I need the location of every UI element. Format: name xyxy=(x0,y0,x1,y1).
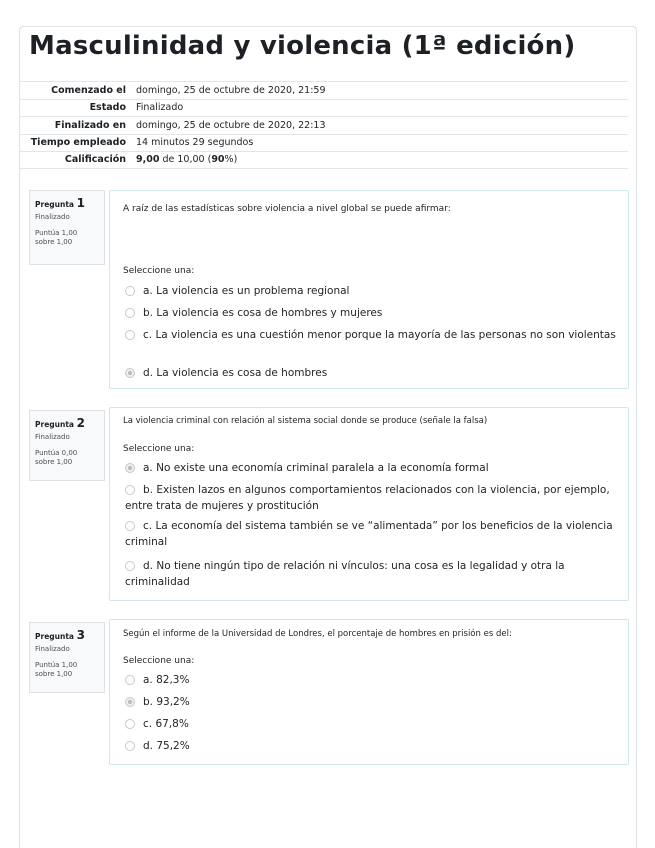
question-info-2 xyxy=(29,410,105,481)
summary-row-completed xyxy=(20,116,628,134)
option-label: d. 75,2% xyxy=(143,740,190,752)
question-grade xyxy=(35,449,100,467)
question-info-1 xyxy=(29,190,105,265)
summary-label: Calificación xyxy=(64,154,126,166)
summary-row-state xyxy=(20,99,628,117)
question-text: La violencia criminal con relación al sistema social donde se produce (señale la falsa) xyxy=(123,416,488,426)
grade-close: %) xyxy=(224,154,238,166)
answer-option-d[interactable] xyxy=(125,738,620,754)
question-grade xyxy=(35,661,100,679)
question-label: Pregunta xyxy=(35,632,74,641)
grade-value xyxy=(134,154,237,165)
summary-value: domingo, 25 de octubre de 2020, 22:13 xyxy=(136,119,326,131)
question-state: Finalizado xyxy=(35,213,70,221)
radio-button[interactable] xyxy=(125,330,135,340)
select-prompt: Seleccione una: xyxy=(123,444,195,454)
option-label: b. Existen lazos en algunos comportamientos relacionados con la violencia, por ejemplo, entre trata de mujeres y prostitución xyxy=(125,484,610,512)
grade-score: 9,00 xyxy=(136,154,160,166)
grade-line: Puntúa 1,00 xyxy=(35,229,78,237)
grade-line: sobre 1,00 xyxy=(35,458,73,466)
attempt-summary-table xyxy=(20,81,628,169)
select-prompt: Seleccione una: xyxy=(123,266,195,276)
quiz-review-page xyxy=(19,26,637,848)
summary-value: 14 minutos 29 segundos xyxy=(136,137,254,149)
answer-option-d[interactable] xyxy=(125,365,620,381)
summary-value: Finalizado xyxy=(136,102,184,114)
option-label: b. La violencia es cosa de hombres y mujeres xyxy=(143,307,383,319)
radio-button[interactable] xyxy=(125,286,135,296)
option-label: c. 67,8% xyxy=(143,718,189,730)
question-grade xyxy=(35,229,100,247)
question-text: A raíz de las estadísticas sobre violencia a nivel global se puede afirmar: xyxy=(123,204,451,214)
page-title: Masculinidad y violencia (1ª edición) xyxy=(29,31,576,61)
answer-option-b[interactable] xyxy=(125,305,620,321)
question-label: Pregunta xyxy=(35,200,74,209)
summary-value: domingo, 25 de octubre de 2020, 21:59 xyxy=(136,84,326,96)
summary-row-time-taken xyxy=(20,134,628,152)
grade-line: Puntúa 1,00 xyxy=(35,661,78,669)
answer-option-c[interactable] xyxy=(125,518,620,550)
answer-option-c[interactable] xyxy=(125,327,620,343)
radio-button[interactable] xyxy=(125,561,135,571)
question-number-value: 2 xyxy=(76,416,85,430)
answer-option-d[interactable] xyxy=(125,558,620,590)
option-label: c. La violencia es una cuestión menor porque la mayoría de las personas no son violentas xyxy=(143,329,616,341)
option-label: a. No existe una economía criminal paralela a la economía formal xyxy=(143,462,489,474)
question-number-value: 1 xyxy=(76,196,85,210)
question-content-3 xyxy=(109,619,629,765)
option-label: c. La economía del sistema también se ve “alimentada” por los beneficios de la violencia criminal xyxy=(125,520,613,548)
answer-option-b[interactable] xyxy=(125,482,620,514)
grade-of: de 10,00 ( xyxy=(162,154,212,166)
question-text: Según el informe de la Universidad de Londres, el porcentaje de hombres en prisión es del: xyxy=(123,629,512,639)
select-prompt: Seleccione una: xyxy=(123,656,195,666)
radio-button[interactable] xyxy=(125,485,135,495)
question-state: Finalizado xyxy=(35,645,70,653)
summary-label: Estado xyxy=(89,102,126,114)
radio-button[interactable] xyxy=(125,741,135,751)
grade-percent: 90 xyxy=(211,154,225,166)
summary-row-grade xyxy=(20,151,628,169)
radio-button[interactable] xyxy=(125,719,135,729)
grade-line: sobre 1,00 xyxy=(35,670,73,678)
answer-option-a[interactable] xyxy=(125,283,620,299)
grade-line: sobre 1,00 xyxy=(35,238,73,246)
summary-label: Comenzado el xyxy=(51,84,126,96)
option-label: a. 82,3% xyxy=(143,674,190,686)
question-number xyxy=(35,416,100,430)
answer-option-c[interactable] xyxy=(125,716,620,732)
question-number xyxy=(35,628,100,642)
option-label: d. La violencia es cosa de hombres xyxy=(143,367,328,379)
question-content-2 xyxy=(109,407,629,601)
radio-button-selected[interactable] xyxy=(125,463,135,473)
question-number xyxy=(35,196,100,210)
summary-label: Finalizado en xyxy=(54,119,126,131)
radio-button-selected[interactable] xyxy=(125,697,135,707)
option-label: d. No tiene ningún tipo de relación ni vínculos: una cosa es la legalidad y otra la criminalidad xyxy=(125,560,565,588)
question-label: Pregunta xyxy=(35,420,74,429)
question-content-1 xyxy=(109,190,629,389)
answer-option-a[interactable] xyxy=(125,672,620,688)
question-number-value: 3 xyxy=(76,628,85,642)
grade-line: Puntúa 0,00 xyxy=(35,449,78,457)
radio-button[interactable] xyxy=(125,675,135,685)
answer-option-b[interactable] xyxy=(125,694,620,710)
option-label: b. 93,2% xyxy=(143,696,190,708)
radio-button[interactable] xyxy=(125,521,135,531)
radio-button-selected[interactable] xyxy=(125,368,135,378)
question-state: Finalizado xyxy=(35,433,70,441)
answer-option-a[interactable] xyxy=(125,460,620,476)
radio-button[interactable] xyxy=(125,308,135,318)
question-info-3 xyxy=(29,622,105,693)
summary-row-started xyxy=(20,81,628,99)
option-label: a. La violencia es un problema regional xyxy=(143,285,350,297)
summary-label: Tiempo empleado xyxy=(30,137,126,149)
